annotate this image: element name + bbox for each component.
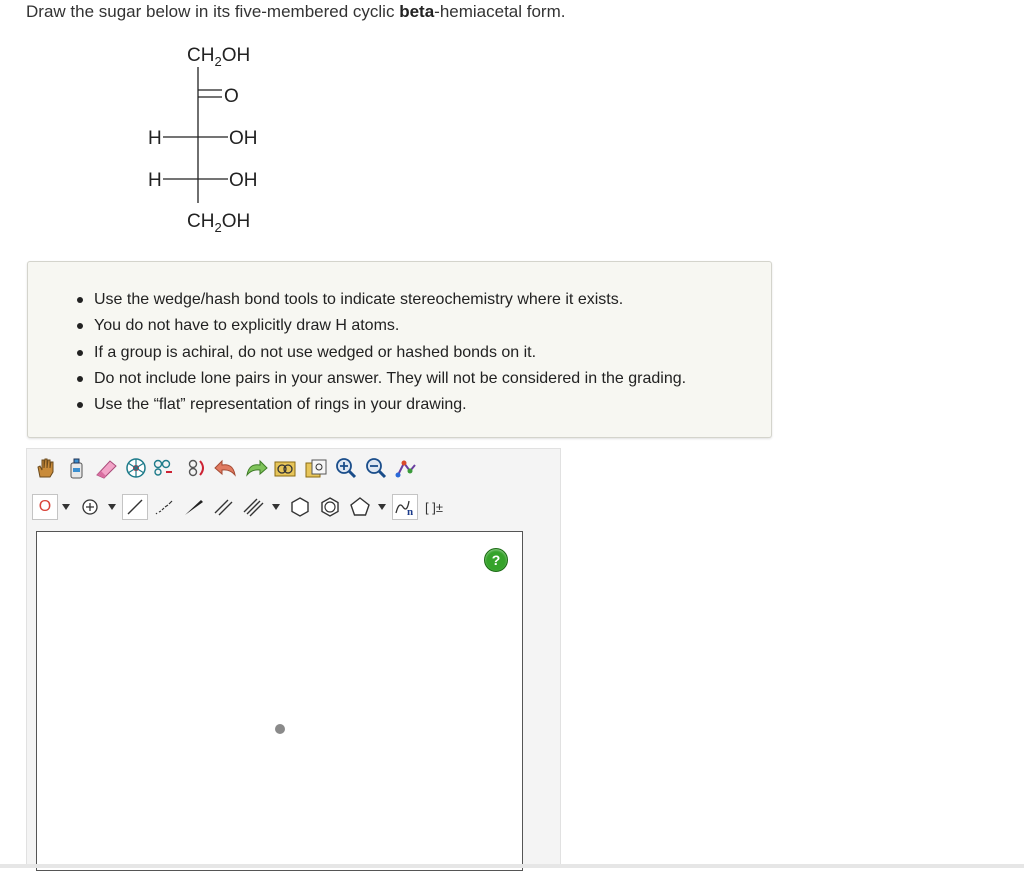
charge-bracket-tool[interactable] [420,494,448,520]
top-ch2oh: $CH_2OH$ [187,45,251,69]
benzene-icon [319,496,341,518]
single-bond-tool[interactable] [122,494,148,520]
hexagon-icon [289,496,311,518]
redo-icon [243,457,269,479]
eraser-tool[interactable] [92,455,120,481]
sgroup-n-icon [393,497,417,517]
wedge-bond-tool[interactable] [180,494,208,520]
pentagon-icon [349,496,371,518]
question-prefix: Draw the sugar below in its five-membered cyclic [26,2,400,21]
help-icon: ? [491,552,501,568]
ring-template-icon [124,457,148,479]
ring-dropdown[interactable] [376,494,388,520]
question-text [26,2,565,22]
carbonyl-oxygen: O [224,86,239,107]
clear-canvas-icon [303,457,329,479]
charge-dropdown[interactable] [106,494,118,520]
row1-h: H [148,128,162,149]
question-emphasis: beta [399,2,435,21]
pentagon-ring-tool[interactable] [346,494,374,520]
rotate-icon [184,457,208,479]
triple-bond-icon [242,497,266,517]
instruction-item: You do not have to explicitly draw H atoms. [94,313,771,339]
svg-text:n: n [407,506,414,517]
double-bond-icon [212,497,236,517]
charge-bracket-label: [ ]± [425,499,443,515]
bottom-scroll-edge [0,864,1024,868]
delete-tool[interactable] [62,455,90,481]
bottom-ch2oh: $CH_2OH$ [187,211,251,235]
hash-bond-icon [152,497,176,517]
zoom-in-button[interactable] [332,455,360,481]
clean-structure-tool[interactable] [272,455,300,481]
hashed-wedge-tool[interactable] [150,494,178,520]
undo-icon [213,457,239,479]
zoom-out-icon [364,457,388,479]
benzene-ring-tool[interactable] [316,494,344,520]
instruction-item: Use the wedge/hash bond tools to indicate stereochemistry where it exists. [94,287,771,313]
bond-dropdown[interactable] [270,494,282,520]
fischer-projection [130,36,280,236]
clean-structure-icon [273,457,299,479]
zoom-in-icon [334,457,358,479]
positive-charge-icon [80,497,100,517]
instructions-box [27,261,772,438]
question-suffix: -hemiacetal form. [434,2,566,21]
wedge-bond-icon [182,497,206,517]
instruction-item: If a group is achiral, do not use wedged or hashed bonds on it. [94,340,771,366]
instructions-list [28,262,771,418]
molecule-editor [26,448,561,868]
redo-button[interactable] [242,455,270,481]
single-bond-icon [125,497,145,517]
zoom-out-button[interactable] [362,455,390,481]
chain-templates-tool[interactable] [152,455,180,481]
instruction-item: Use the “flat” representation of rings in your drawing. [94,392,771,418]
instruction-item: Do not include lone pairs in your answer. They will not be considered in the grading. [94,366,771,392]
undo-button[interactable] [212,455,240,481]
element-label: O [38,498,52,515]
hand-tool[interactable] [32,455,60,481]
drawing-canvas[interactable] [36,531,523,871]
toolbar-row-2 [32,493,450,521]
row2-oh: OH [229,170,258,191]
row2-h: H [148,170,162,191]
clear-canvas-tool[interactable] [302,455,330,481]
eraser-icon [94,457,118,479]
rotate-tool[interactable] [182,455,210,481]
templates-tool[interactable] [122,455,150,481]
canvas-center-dot [275,724,285,734]
hexagon-ring-tool[interactable] [286,494,314,520]
double-bond-tool[interactable] [210,494,238,520]
toolbar-row-1 [32,454,422,482]
sgroup-tool[interactable] [392,494,418,520]
element-dropdown[interactable] [60,494,72,520]
triple-bond-tool[interactable] [240,494,268,520]
row1-oh: OH [229,128,258,149]
bottle-icon [64,457,88,479]
molecule-icon [152,457,180,479]
charge-tool[interactable] [76,494,104,520]
hand-icon [34,457,58,479]
settings-tool[interactable] [392,455,420,481]
help-button[interactable] [484,548,508,572]
element-selector[interactable] [32,494,58,520]
molecule-settings-icon [394,457,418,479]
